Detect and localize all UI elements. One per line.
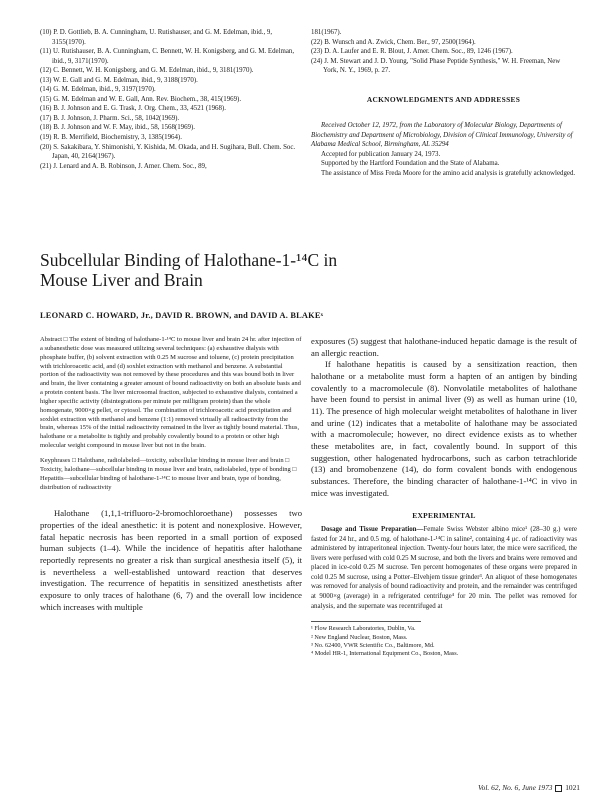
separator-box-icon	[555, 785, 562, 792]
footnote: ³ No. 62400, VWR Scientific Co., Baltimore, Md.	[311, 641, 435, 649]
reference-item: (22) B. Wunsch and A. Zwick, Chem. Ber., 97, 2500(1964).	[311, 38, 476, 46]
abstract: Abstract □ The extent of binding of halothane-1-¹⁴C to mouse liver and brain 24 hr. after injection of a subanesthetic dose was measured utilizing several techniques: (a) exhaustive dialysis with phosphate buffer, (b) solvent extraction with 0.25 M sucrose and toluene, (c) protein precipitation with trichloroacetic acid, and (d) soxhlet extraction with methanol and benzene. A substantial portion of the radioactivity was not removed by these procedures and this was bound both in liver and brain, the liver containing a greater amount of bound radioactivity on both an absolute basis and a protein content basis. The liver microsomal fraction, subjected to exhaustive dialysis, contained a higher specific activity (disintegrations per minute per milligram protein) than the whole homogenate, 9000×g pellet, or cytosol. The combination of trichloroacetic acid precipitation and soxhlet extraction with methanol and benzene (1:1) removed virtually all radioactivity from the brain, whereas 15% of the initial radioactivity remained in the liver as tightly bound material. Thus, halothane or a metabolite is tightly and probably covalently bound to a protein or other high molecular weight compound in mouse liver but not in the brain.	[40, 336, 302, 450]
intro-paragraph: Halothane (1,1,1-trifluoro-2-bromochloroethane) possesses two properties of the ideal anesthetic: it is potent and nonexplosive. However, fatal hepatic necrosis has been reported in a small portion of exposed human subjects (1–4). While the incidence of hepatitis after halothane reportedly represents no greater a risk than surgical anesthesia itself (5), it is nevertheless a well-established untoward reaction that deserves investigation. The recurrence of hepatitis in sensitized anesthetists after exposure to only traces of halothane (6, 7) and the overall low incidence which increases with multiple	[40, 508, 302, 612]
accepted-note: Accepted for publication January 24, 1973.	[321, 150, 441, 158]
footnote: ² New England Nuclear, Boston, Mass.	[311, 633, 408, 641]
reference-item: (12) C. Bennett, W. H. Konigsberg, and G. M. Edelman, ibid., 9, 3181(1970).	[40, 67, 254, 75]
experimental-heading: EXPERIMENTAL	[412, 511, 476, 521]
left-body-column	[40, 336, 302, 613]
acknowledgments-section	[311, 95, 576, 179]
reference-item: (16) B. J. Johnson and E. G. Trask, J. Org. Chem., 33, 4521 (1968).	[40, 105, 226, 113]
reference-item: (11) U. Rutishauser, B. A. Cunningham, C. Bennett, W. H. Konigsberg, and G. M. Edelman, ibid., 9, 3171(1970).	[40, 48, 295, 65]
reference-item: (18) B. J. Johnson and W. F. May, ibid., 58, 1568(1969).	[40, 124, 195, 132]
reference-item: (14) G. M. Edelman, ibid., 9, 3197(1970).	[40, 86, 156, 94]
reference-item: (23) D. A. Laufer and E. R. Blout, J. Amer. Chem. Soc., 89, 1246 (1967).	[311, 48, 513, 56]
keyphrases: Keyphrases □ Halothane, radiolabeled—toxicity, subcellular binding in mouse liver and brain □ Toxicity, halothane—subcellular binding in mouse liver and brain, radiolabeled, type of bonding □ Hepatitis—subcellular binding of halothane-1-¹⁴C to mouse liver and brain, type of bonding, distribution of radioactivity	[40, 456, 297, 491]
article-title	[40, 250, 560, 290]
methods-lead: Dosage and Tissue Preparation—	[321, 526, 424, 534]
supported-note: Supported by the Hartford Foundation and the State of Alabama.	[321, 160, 500, 168]
title-line: Subcellular Binding of Halothane-1-¹⁴C in	[40, 250, 338, 270]
footnote: ¹ Flow Research Laboratories, Dublin, Va.	[311, 625, 416, 633]
methods-paragraph	[311, 525, 577, 611]
reference-item: 181(1967).	[311, 29, 342, 36]
reference-item: (13) W. E. Gall and G. M. Edelman, ibid., 9, 3188(1970).	[40, 76, 198, 84]
right-body-column	[311, 336, 577, 659]
reference-item: (15) G. M. Edelman and W. E. Gall, Ann. Rev. Biochem., 38, 415(1969).	[40, 95, 242, 103]
reference-item: (24) J. M. Stewart and J. D. Young, "Solid Phase Peptide Synthesis," W. H. Freeman, New York, N. Y., 1969, p. 27.	[311, 57, 561, 75]
footnote: ⁴ Model HR-1, International Equipment Co., Boston, Mass.	[311, 650, 459, 658]
assistance-note: The assistance of Miss Freda Moore for the amino acid analysis is gratefully acknowledged.	[321, 170, 576, 178]
page-number: 1021	[565, 783, 580, 792]
journal-issue: Vol. 62, No. 6, June 1973	[477, 783, 553, 792]
methods-text: Female Swiss Webster albino mice¹ (28–30 g.) were fasted for 24 hr., and 0.5 mg. of halothane-1-¹⁴C in saline², containing 4 μc. of radioactivity was administered by intraperitoneal injection. Twenty-four hours later, the mice were sacrificed, the livers were perfused with cold 0.25 M sucrose, and both the livers and brains were removed and placed in ice-cold 0.25 M sucrose. Ten percent homogenates of these organs were prepared in cold 0.25 M sucrose, using a Potter–Elvehjem tissue grinder³. An aliquot of these homogenates was removed for analysis of bound radioactivity and protein, and the remainder was centrifuged at 9000×g (average) in a refrigerated centrifuge⁴ for 20 min. The pellet was removed for analysis, and the supernate was recentrifuged at	[311, 526, 577, 610]
intro-paragraph: If halothane hepatitis is caused by a sensitization reaction, then halothane or a metabolite must form a hapten of an antigen by binding covalently to a macromolecule (8). Nonvolatile metabolites of halothane have been found to persist in animal liver (9) as well as human urine (10, 11). The presence of high molecular weight metabolites of halothane in liver and urine (12) indicates that a metabolite of halothane may be associated with a macromolecule; however, no direct evidence exists as to whether these metabolites are, in fact, covalently bound. In support of this suggestion, other halogenated hydrocarbons, such as carbon tetrachloride (13) and bromobenzene (14), do form covalent bonds with endogenous substances. Therefore, the binding character of halothane-1-¹⁴C in vivo in mice was investigated.	[311, 359, 577, 498]
article-authors: LEONARD C. HOWARD, Jr., DAVID R. BROWN, and DAVID A. BLAKEˣ	[40, 311, 324, 320]
references-left-column	[40, 28, 302, 171]
reference-item: (10) P. D. Gottlieb, B. A. Cunningham, U. Rutishauser, and G. M. Edelman, ibid., 9, 3155(1970).	[40, 29, 273, 46]
acknowledgments-heading: ACKNOWLEDGMENTS AND ADDRESSES	[366, 94, 521, 104]
reference-item: (21) J. Lenard and A. B. Robinson, J. Amer. Chem. Soc., 89,	[40, 162, 207, 170]
page-footer	[456, 783, 580, 792]
title-line: Mouse Liver and Brain	[40, 270, 203, 290]
intro-paragraph-continued: exposures (5) suggest that halothane-induced hepatic damage is the result of an allergic reaction.	[311, 336, 577, 358]
references-right-column	[311, 28, 576, 179]
reference-item: (19) R. B. Merrifield, Biochemistry, 3, 1385(1964).	[40, 134, 182, 142]
reference-item: (17) B. J. Johnson, J. Pharm. Sci., 58, 1042(1969).	[40, 114, 180, 122]
reference-item: (20) S. Sakakibara, Y. Shimonishi, Y. Kishida, M. Okada, and H. Sugihara, Bull. Chem. Soc. Japan, 40, 2164(1967).	[40, 143, 296, 161]
received-note: Received October 12, 1972, from the Laboratory of Molecular Biology, Departments of Biochemistry and Department of Microbiology, Division of Clinical Immunology, University of Alabama Medical School, Birmingham, AL 35294	[311, 122, 573, 149]
footnotes	[311, 621, 459, 659]
